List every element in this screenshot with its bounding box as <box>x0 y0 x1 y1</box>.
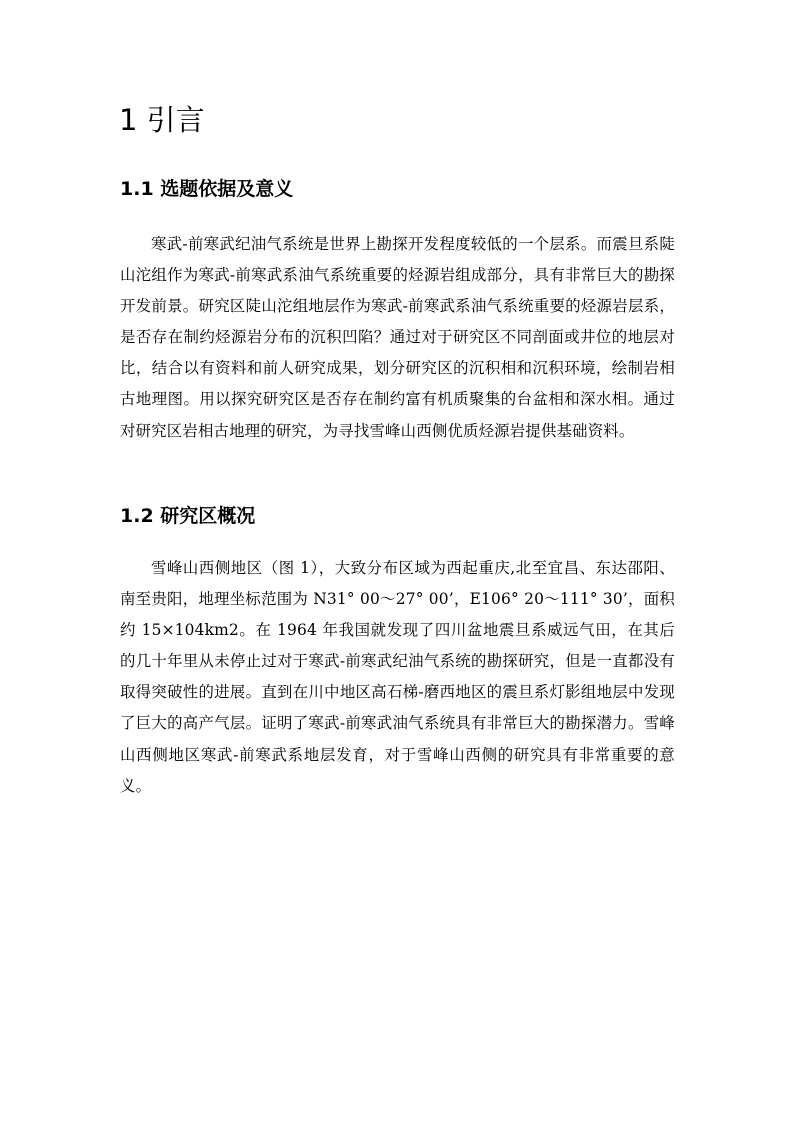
paragraph-topic-basis: 寒武-前寒武纪油气系统是世界上勘探开发程度较低的一个层系。而震旦系陡山沱组作为寒武-前寒武系油气系统重要的烃源岩组成部分，具有非常巨大的勘探开发前景。研究区陡山沱组地层作为寒武-前寒武系油气系统重要的烃源岩层系，是否存在制约烃源岩分布的沉积凹陷？通过对于研究区不同剖面或井位的地层对比，结合以有资料和前人研究成果，划分研究区的沉积相和沉积环境，绘制岩相古地理图。用以探究研究区是否存在制约富有机质聚集的台盆相和深水相。通过对研究区岩相古地理的研究，为寻找雪峰山西侧优质烃源岩提供基础资料。 <box>120 235 675 440</box>
paragraph-study-area: 雪峰山西侧地区（图 1），大致分布区域为西起重庆,北至宜昌、东达邵阳、南至贵阳，地理坐标范围为 N31° 00～27° 00’，E106° 20～111° 30’，面积约 15×104km2。在 1964 年我国就发现了四川盆地震旦系威远气田，在其后的几十年里从未停止过对于寒武-前寒武纪油气系统的勘探研究，但是一直都没有取得突破性的进展。直到在川中地区高石梯-磨西地区的震旦系灯影组地层中发现了巨大的高产气层。证明了寒武-前寒武油气系统具有非常巨大的勘探潜力。雪峰山西侧地区寒武-前寒武系地层发育，对于雪峰山西侧的研究具有非常重要的意义。 <box>120 559 675 795</box>
section-heading-study-area: 1.2 研究区概况 <box>120 505 256 527</box>
section-heading-topic-basis: 1.1 选题依据及意义 <box>120 178 294 200</box>
chapter-heading: 1 引言 <box>119 103 205 137</box>
